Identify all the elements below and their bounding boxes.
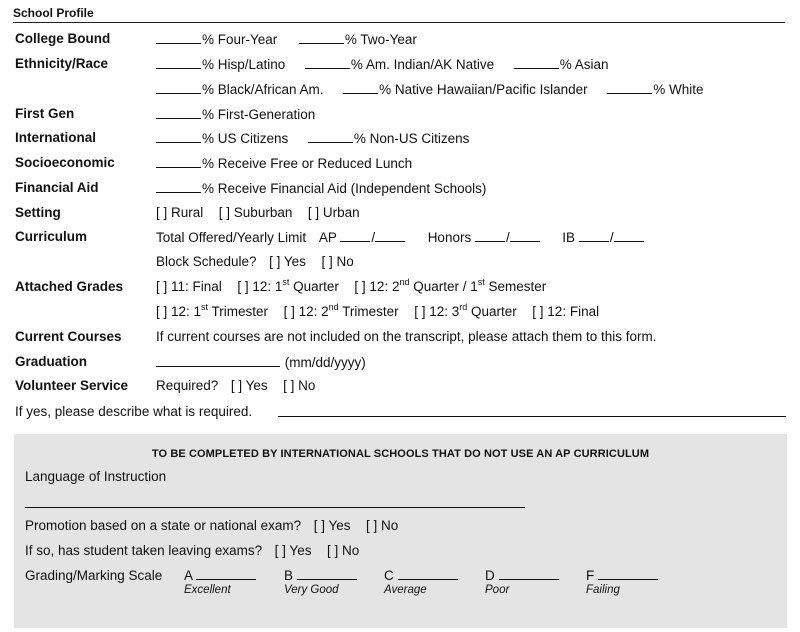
grade-12-t2-checkbox[interactable]: [ ] 12: 2nd Trimester xyxy=(283,302,399,319)
free-lunch-label: % Receive Free or Reduced Lunch xyxy=(202,156,413,171)
college-bound-fields xyxy=(156,31,417,47)
promotion-yes-checkbox[interactable]: [ ] Yes xyxy=(313,518,351,533)
grade-12-q1-checkbox[interactable]: [ ] 12: 1st Quarter xyxy=(237,277,339,294)
promotion-question: Promotion based on a state or national exam? xyxy=(25,518,302,533)
label-attached-grades: Attached Grades xyxy=(15,279,124,294)
honors-limit-input[interactable] xyxy=(510,229,540,242)
grade-12-final-checkbox[interactable]: [ ] 12: Final xyxy=(532,304,600,319)
language-input[interactable] xyxy=(25,507,525,508)
promotion-no-checkbox[interactable]: [ ] No xyxy=(366,518,399,533)
four-year-label: % Four-Year xyxy=(202,32,278,47)
grade-scale-a xyxy=(184,567,257,596)
four-year-input[interactable] xyxy=(156,31,201,44)
ap-slash: / xyxy=(371,230,376,245)
international-section xyxy=(14,434,787,628)
graduation-fields xyxy=(156,354,366,370)
two-year-label: % Two-Year xyxy=(344,32,417,47)
label-financial-aid: Financial Aid xyxy=(15,180,99,195)
am-indian-label: % Am. Indian/AK Native xyxy=(350,57,495,72)
label-graduation: Graduation xyxy=(15,354,88,369)
white-input[interactable] xyxy=(607,81,652,94)
hawaiian-label: % Native Hawaiian/Pacific Islander xyxy=(379,82,588,97)
label-current-courses: Current Courses xyxy=(15,329,122,344)
ib-offered-input[interactable] xyxy=(579,229,609,242)
grade-letter: B xyxy=(284,568,294,583)
promotion-row xyxy=(25,517,398,535)
block-yes-checkbox[interactable]: [ ] Yes xyxy=(269,254,306,269)
ap-offered-input[interactable] xyxy=(340,229,370,242)
grade-c-input[interactable] xyxy=(398,567,458,580)
leaving-no-checkbox[interactable]: [ ] No xyxy=(327,543,360,558)
grade-desc: Very Good xyxy=(284,584,339,596)
financial-aid-input[interactable] xyxy=(156,180,201,193)
describe-label: If yes, please describe what is required. xyxy=(15,404,253,419)
ib-label: IB xyxy=(562,230,576,245)
required-label: Required? xyxy=(156,378,219,393)
asian-input[interactable] xyxy=(514,56,559,69)
label-setting: Setting xyxy=(15,205,61,220)
graduation-date-input[interactable] xyxy=(156,354,280,367)
honors-offered-input[interactable] xyxy=(475,229,505,242)
current-courses-text: If current courses are not included on the transcript, please attach them to this form. xyxy=(156,329,657,344)
volunteer-yes-checkbox[interactable]: [ ] Yes xyxy=(230,378,268,393)
ethnicity-fields-2 xyxy=(156,81,703,97)
grade-letter: A xyxy=(184,568,193,583)
curriculum-fields xyxy=(156,229,645,245)
grade-scale-f xyxy=(586,567,659,596)
first-gen-input[interactable] xyxy=(156,106,201,119)
black-label: % Black/African Am. xyxy=(202,82,324,97)
label-ethnicity: Ethnicity/Race xyxy=(15,56,109,71)
block-schedule-label: Block Schedule? xyxy=(156,254,257,269)
section-title: School Profile xyxy=(13,6,785,23)
setting-fields xyxy=(156,205,360,220)
leaving-yes-checkbox[interactable]: [ ] Yes xyxy=(274,543,312,558)
honors-slash: / xyxy=(505,230,510,245)
grade-d-input[interactable] xyxy=(499,567,559,580)
label-socioeconomic: Socioeconomic xyxy=(15,155,115,170)
grade-letter: C xyxy=(384,568,394,583)
ap-limit-input[interactable] xyxy=(375,229,405,242)
ap-label: AP xyxy=(318,230,337,245)
block-no-checkbox[interactable]: [ ] No xyxy=(321,254,354,269)
hawaiian-input[interactable] xyxy=(343,81,378,94)
ethnicity-fields-1 xyxy=(156,56,608,72)
non-us-citizens-label: % Non-US Citizens xyxy=(353,131,470,146)
ib-limit-input[interactable] xyxy=(614,229,644,242)
hisp-label: % Hisp/Latino xyxy=(202,57,286,72)
grade-letter: D xyxy=(485,568,495,583)
grade-scale-d xyxy=(485,567,560,596)
date-format-hint: (mm/dd/yyyy) xyxy=(284,355,366,370)
two-year-input[interactable] xyxy=(299,31,344,44)
grade-b-input[interactable] xyxy=(297,567,357,580)
label-international: International xyxy=(15,130,97,145)
label-volunteer-service: Volunteer Service xyxy=(15,378,129,393)
suburban-checkbox[interactable]: [ ] Suburban xyxy=(218,205,293,220)
leaving-exams-question: If so, has student taken leaving exams? xyxy=(25,543,263,558)
grade-a-input[interactable] xyxy=(196,567,256,580)
grade-f-input[interactable] xyxy=(598,567,658,580)
grade-scale-b xyxy=(284,567,358,596)
block-schedule-fields xyxy=(156,254,354,269)
describe-input[interactable] xyxy=(278,416,786,417)
international-section-title: TO BE COMPLETED BY INTERNATIONAL SCHOOLS THAT DO NOT USE AN AP CURRICULUM xyxy=(151,448,650,460)
volunteer-no-checkbox[interactable]: [ ] No xyxy=(283,378,316,393)
first-gen-fields xyxy=(156,106,315,122)
urban-checkbox[interactable]: [ ] Urban xyxy=(307,205,360,220)
free-lunch-input[interactable] xyxy=(156,155,201,168)
honors-label: Honors xyxy=(427,230,472,245)
label-college-bound: College Bound xyxy=(15,31,111,46)
grade-letter: F xyxy=(586,568,595,583)
grade-12-q2-checkbox[interactable]: [ ] 12: 2nd Quarter / 1st Semester xyxy=(354,277,547,294)
label-curriculum: Curriculum xyxy=(15,229,88,244)
finaid-fields xyxy=(156,180,486,196)
am-indian-input[interactable] xyxy=(305,56,350,69)
grade-scale-c xyxy=(384,567,459,596)
grade-desc: Failing xyxy=(586,584,620,596)
white-label: % White xyxy=(653,82,704,97)
grade-12-q3-checkbox[interactable]: [ ] 12: 3rd Quarter xyxy=(414,302,517,319)
international-fields xyxy=(156,130,469,146)
us-citizens-label: % US Citizens xyxy=(202,131,289,146)
financial-aid-option-label: % Receive Financial Aid (Independent Schools) xyxy=(202,181,487,196)
non-us-citizens-input[interactable] xyxy=(308,130,353,143)
socio-fields xyxy=(156,155,412,171)
volunteer-fields xyxy=(156,378,315,393)
rural-checkbox[interactable]: [ ] Rural xyxy=(156,205,204,220)
grade-12-t1-checkbox[interactable]: [ ] 12: 1st Trimester xyxy=(156,302,269,319)
grade-desc: Poor xyxy=(485,584,510,596)
hisp-input[interactable] xyxy=(156,56,201,69)
us-citizens-input[interactable] xyxy=(156,130,201,143)
grading-scale-label: Grading/Marking Scale xyxy=(25,568,163,583)
asian-label: % Asian xyxy=(559,57,609,72)
grade-11-final-checkbox[interactable]: [ ] 11: Final xyxy=(156,279,222,294)
total-offered-label: Total Offered/Yearly Limit xyxy=(156,230,307,245)
black-input[interactable] xyxy=(156,81,201,94)
ib-slash: / xyxy=(609,230,614,245)
first-gen-option-label: % First-Generation xyxy=(202,107,316,122)
attached-grades-row-1 xyxy=(156,279,546,294)
language-label: Language of Instruction xyxy=(25,469,167,484)
leaving-exams-row xyxy=(25,542,359,560)
grade-desc: Average xyxy=(384,584,427,596)
label-first-gen: First Gen xyxy=(15,106,75,121)
grade-desc: Excellent xyxy=(184,584,231,596)
attached-grades-row-2 xyxy=(156,304,599,319)
